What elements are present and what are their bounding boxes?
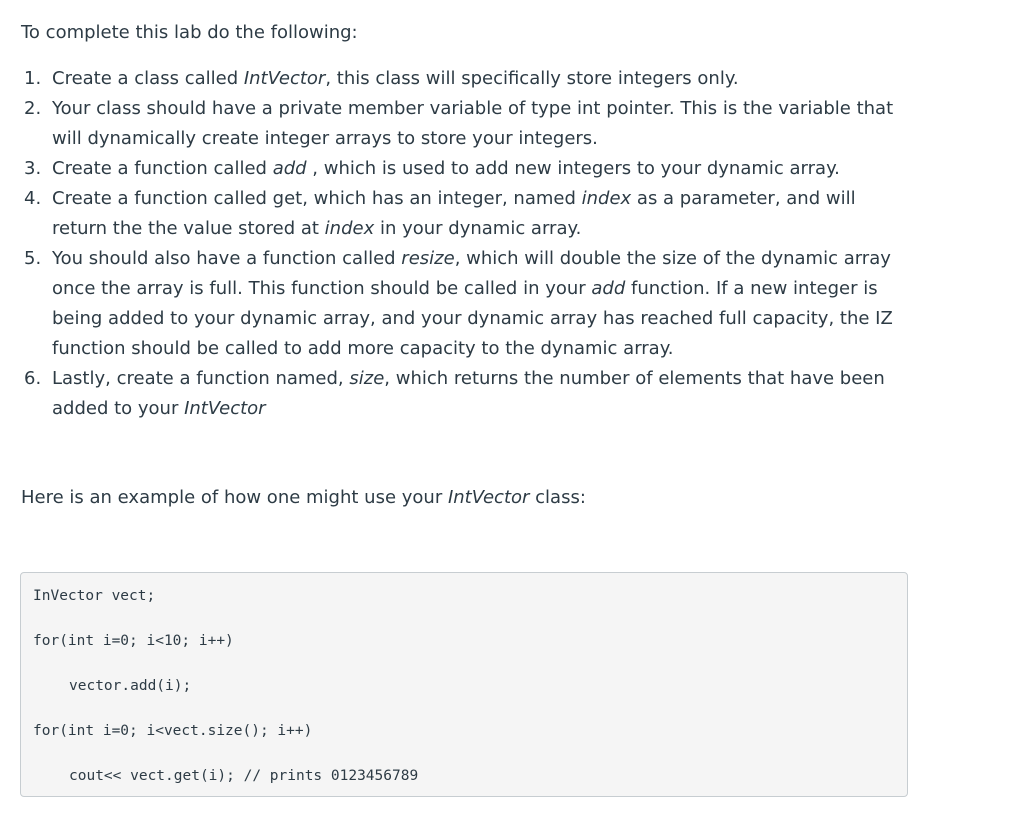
code-line: vector.add(i); (69, 678, 192, 694)
step-number: 1. (24, 68, 42, 89)
step-text-segment: Lastly, create a function named, (52, 368, 350, 389)
step-text-segment: function. If a new integer is being added to your dynamic array, and your dynamic array has reached full capacity, the IZ function should be called to add more capacity to the dynamic array. (52, 278, 893, 359)
step-text-segment: , this class will specifically store integers only. (325, 68, 739, 89)
instruction-step (21, 184, 916, 244)
instruction-step (21, 64, 916, 94)
instruction-list (21, 64, 916, 424)
instruction-step (21, 154, 916, 184)
example-intro (21, 485, 586, 511)
code-line: for(int i=0; i<vect.size(); i++) (33, 723, 313, 739)
step-text-segment: Create a function called get, which has an integer, named (52, 188, 582, 209)
step-text (52, 248, 893, 359)
instruction-step (21, 94, 916, 154)
code-example-block (20, 572, 908, 797)
example-intro-before: Here is an example of how one might use your (21, 487, 448, 508)
step-text-emphasis: IntVector (184, 398, 266, 419)
step-text-segment: in your dynamic array. (374, 218, 582, 239)
example-class-name: IntVector (447, 487, 530, 508)
step-number: 3. (24, 158, 42, 179)
step-text-emphasis: add (591, 278, 626, 299)
step-text (52, 188, 856, 239)
step-text (52, 158, 840, 179)
code-line: cout<< vect.get(i); // prints 0123456789 (69, 768, 419, 784)
step-number: 4. (24, 188, 42, 209)
step-number: 5. (24, 248, 42, 269)
step-text-emphasis: index (324, 218, 375, 239)
step-text-emphasis: size (349, 368, 385, 389)
code-line: for(int i=0; i<10; i++) (33, 633, 234, 649)
step-text-segment: , which returns the number of elements that have been added to your (52, 368, 885, 419)
step-text (52, 368, 885, 419)
step-text-segment: , which will double the size of the dynamic array once the array is full. This function should be called in your (52, 248, 891, 299)
step-text-emphasis: index (581, 188, 632, 209)
step-text (52, 98, 893, 149)
step-text-emphasis: IntVector (243, 68, 326, 89)
step-text-segment: You should also have a function called (52, 248, 402, 269)
step-text-segment: as a parameter, and will return the the value stored at (52, 188, 856, 239)
step-number: 2. (24, 98, 42, 119)
step-text-emphasis: resize (401, 248, 455, 269)
instruction-step (21, 244, 916, 364)
step-text (52, 68, 739, 89)
example-intro-after: class: (529, 487, 586, 508)
intro-text: To complete this lab do the following: (21, 22, 358, 43)
step-text-emphasis: add (272, 158, 307, 179)
step-text-segment: Your class should have a private member variable of type int pointer. This is the variable that will dynamically create integer arrays to store your integers. (52, 98, 894, 149)
step-text-segment: , which is used to add new integers to your dynamic array. (306, 158, 840, 179)
instruction-step (21, 364, 916, 424)
step-text-segment: Create a function called (52, 158, 273, 179)
step-text-segment: Create a class called (52, 68, 244, 89)
code-line: InVector vect; (33, 588, 156, 604)
step-number: 6. (24, 368, 42, 389)
